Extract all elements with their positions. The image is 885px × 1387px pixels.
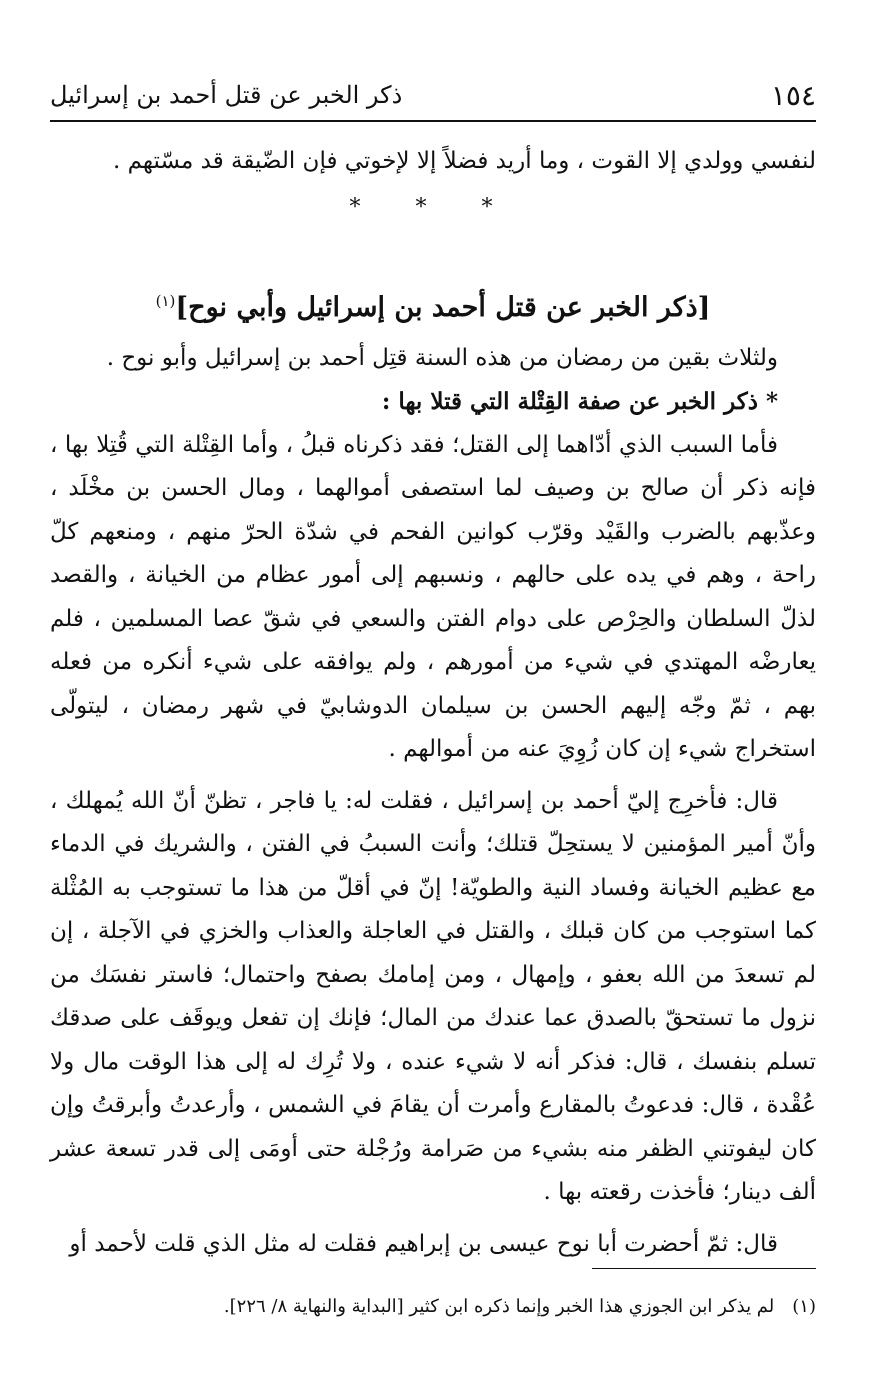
page-number: ١٥٤ <box>770 78 816 112</box>
section-heading-text: [ذكر الخبر عن قتل أحمد بن إسرائيل وأبي نوح] <box>175 291 711 323</box>
footnote-rule <box>592 1268 816 1269</box>
section-heading <box>50 276 816 333</box>
footnote-marker: (١) <box>792 1296 816 1317</box>
paragraph-abu-nuh: قال: ثمّ أحضرت أبا نوح عيسى بن إبراهيم فقلت له مثل الذي قلت لأحمد أو <box>69 1230 778 1257</box>
section-separator-stars: * * * <box>349 194 517 220</box>
paragraph-interrogation: قال: فأخرِج إليّ أحمد بن إسرائيل ، فقلت له: يا فاجر ، تظنّ أنّ الله يُمهلك ، وأنّ أمير المؤمنين لا يستحِلّ قتلك؛ وأنت السببُ في الفتن ، والشريك في الدماء مع عظيم الخيانة وفساد النية والطويّة! إنّ في أقلّ من هذا ما تستوجب به المُثْلة كما استوجب من كان قبلك ، والقتل في العاجلة والعذاب والخزي في الآجلة ، إن لم تسعدَ من الله بعفو ، وإمهال ، ومن إمامك بصفح واحتمال؛ فاستر نفسَك من نزول ما تستحقّ بالصدق عما عندك من المال؛ فإنك إن تفعل ويوقَف على صدقك تسلم بنفسك ، قال: فذكر أنه لا شيء عنده ، ولا تُرِك له إلى هذا الوقت مال ولا عُقْدة ، قال: فدعوتُ بالمقارع وأمرت أن يقامَ في الشمس ، وأرعدتُ وأبرقتُ وإن كان ليفوتني الظفر منه بشيء من صَرامة ورُجْلة حتى أومَى إلى قدر تسعة عشر ألف دينار؛ فأخذت رقعته بها . <box>50 787 816 1205</box>
page-header <box>50 70 816 120</box>
main-text <box>50 140 816 1266</box>
paragraph-continuation: لنفسي وولدي إلا القوت ، وما أريد فضلاً إلا لإخوتي فإن الضّيقة قد مسّتهم . <box>113 148 816 174</box>
footnote <box>50 1292 816 1322</box>
paragraph-execution-account: فأما السبب الذي أدّاهما إلى القتل؛ فقد ذكرناه قبلُ ، وأما القِتْلة التي قُتِلا بها ، فإنه ذكر أن صالح بن وصيف لما استصفى أموالهما ، ومال الحسن بن مخْلَد ، وعذّبهم بالضرب والقَيْد وقرّب كوانين الفحم في شدّة الحرّ منهم ، ومنعهم كلّ راحة ، وهم في يده على حالهم ، ونسبهم إلى أمور عظام من الخيانة ، والقصد لذلّ السلطان والحِرْص على دوام الفتن والسعي في شقّ عصا المسلمين ، فلم يعارضْه المهتدي في شيء من أمورهم ، ولم يوافقه على شيء أنكره من فعله بهم ، ثمّ وجّه إليهم الحسن بن سيلمان الدوشابيّ في شهر رمضان ، ليتولّى استخراج شيء إن كان زُوِيَ عنه من أموالهم . <box>50 431 816 762</box>
footnote-text: لم يذكر ابن الجوزي هذا الخبر وإنما ذكره ابن كثير [البداية والنهاية ٨/ ٢٢٦]. <box>223 1296 775 1317</box>
paragraph-date: ولثلاث بقين من رمضان من هذه السنة قتِل أحمد بن إسرائيل وأبو نوح . <box>106 344 778 371</box>
sub-heading: * ذكر الخبر عن صفة القِتْلة التي قتلا بها : <box>381 388 778 415</box>
header-rule <box>50 120 816 122</box>
running-title: ذكر الخبر عن قتل أحمد بن إسرائيل <box>50 81 403 109</box>
footnote-reference: (١) <box>155 291 176 310</box>
